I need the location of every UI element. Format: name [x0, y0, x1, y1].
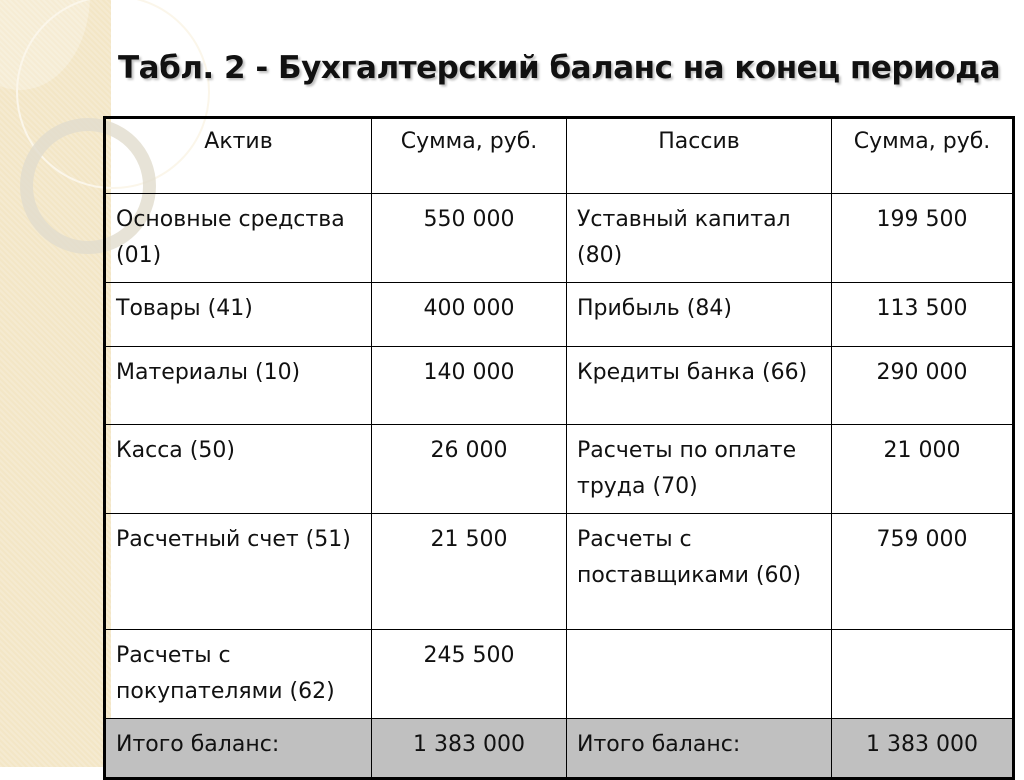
total-row [105, 719, 1014, 779]
amount-cell: 199 500 [832, 194, 1014, 283]
amount-cell: 290 000 [832, 347, 1014, 425]
liability-cell: Уставный капитал (80) [567, 194, 832, 283]
table-row [105, 630, 1014, 719]
liability-cell: Прибыль (84) [567, 283, 832, 347]
total-amount: 1 383 000 [372, 719, 567, 779]
table-row [105, 283, 1014, 347]
header-cell: Актив [105, 118, 372, 194]
liability-cell: Расчеты по оплате труда (70) [567, 425, 832, 514]
table-header-row [105, 118, 1014, 194]
amount-cell: 21 500 [372, 514, 567, 630]
asset-cell: Материалы (10) [105, 347, 372, 425]
amount-cell: 550 000 [372, 194, 567, 283]
decorative-side-panel [0, 0, 111, 767]
page-title: Табл. 2 - Бухгалтерский баланс на конец периода [118, 50, 1001, 86]
total-amount: 1 383 000 [832, 719, 1014, 779]
header-cell: Пассив [567, 118, 832, 194]
header-cell: Сумма, руб. [832, 118, 1014, 194]
liability-cell: Расчеты с поставщиками (60) [567, 514, 832, 630]
asset-cell: Расчеты с покупателями (62) [105, 630, 372, 719]
header-cell: Сумма, руб. [372, 118, 567, 194]
total-label: Итого баланс: [105, 719, 372, 779]
balance-table [103, 116, 1015, 780]
amount-cell: 113 500 [832, 283, 1014, 347]
amount-cell: 21 000 [832, 425, 1014, 514]
total-label: Итого баланс: [567, 719, 832, 779]
amount-cell: 26 000 [372, 425, 567, 514]
asset-cell: Товары (41) [105, 283, 372, 347]
amount-cell [832, 630, 1014, 719]
amount-cell: 400 000 [372, 283, 567, 347]
asset-cell: Касса (50) [105, 425, 372, 514]
table-row [105, 425, 1014, 514]
amount-cell: 759 000 [832, 514, 1014, 630]
liability-cell [567, 630, 832, 719]
table-row [105, 347, 1014, 425]
table-row [105, 514, 1014, 630]
liability-cell: Кредиты банка (66) [567, 347, 832, 425]
asset-cell: Основные средства (01) [105, 194, 372, 283]
asset-cell: Расчетный счет (51) [105, 514, 372, 630]
amount-cell: 245 500 [372, 630, 567, 719]
amount-cell: 140 000 [372, 347, 567, 425]
table-row [105, 194, 1014, 283]
